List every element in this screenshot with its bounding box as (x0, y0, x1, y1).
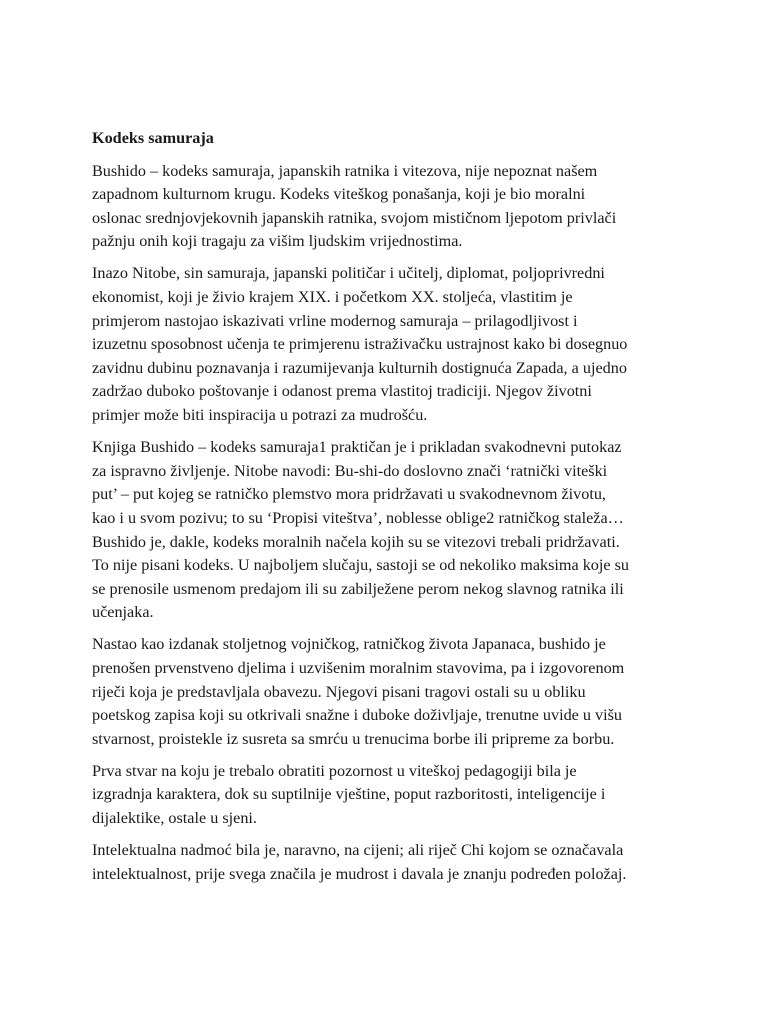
text-line: intelektualnost, prije svega značila je mudrost i davala je znanju podređen položaj. (92, 864, 627, 883)
text-line: ekonomist, koji je živio krajem XIX. i početkom XX. stoljeća, vlastitim je (92, 288, 573, 307)
text-line: se prenosile usmenom predajom ili su zabilježene perom nekog slavnog ratnika ili (92, 579, 624, 598)
text-line: zavidnu dubinu poznavanja i razumijevanja kulturnih dostignuća Zapada, a ujedno (92, 358, 627, 377)
text-line: oslonac srednjovjekovnih japanskih ratnika, svojom mističnom ljepotom privlači (92, 208, 617, 227)
text-line: kao i u svom pozivu; to su ‘Propisi viteštva’, noblesse oblige2 ratničkog staleža… (92, 508, 624, 527)
text-line: za ispravno življenje. Nitobe navodi: Bu-shi-do doslovno znači ‘ratnički viteški (92, 461, 608, 480)
text-line: zadržao duboko poštovanje i odanost prema vlastitoj tradiciji. Njegov životni (92, 382, 592, 401)
paragraph (92, 633, 704, 751)
text-line: pažnju onih koji tragaju za višim ljudskim vrijednostima. (92, 232, 463, 251)
text-line: Intelektualna nadmoć bila je, naravno, na cijeni; ali riječ Chi kojom se označavala (92, 841, 624, 860)
text-line: učenjaka. (92, 603, 154, 622)
paragraph (92, 262, 704, 427)
text-line: To nije pisani kodeks. U najboljem slučaju, sastoji se od nekoliko maksima koje su (92, 556, 630, 575)
document-body (92, 160, 704, 887)
text-line: zapadnom kulturnom krugu. Kodeks viteškog ponašanja, koji je bio moralni (92, 185, 586, 204)
text-line: Knjiga Bushido – kodeks samuraja1 praktičan je i prikladan svakodnevni putokaz (92, 438, 622, 457)
text-line: Prva stvar na koju je trebalo obratiti pozornost u viteškoj pedagogiji bila je (92, 761, 577, 780)
text-line: riječi koja je predstavljala obavezu. Njegovi pisani tragovi ostali su u obliku (92, 682, 586, 701)
text-line: put’ – put kojeg se ratničko plemstvo mora pridržavati u svakodnevnom životu, (92, 485, 606, 504)
paragraph (92, 760, 704, 831)
text-line: izgradnja karaktera, dok su suptilnije vještine, poput razboritosti, inteligencije i (92, 785, 606, 804)
text-line: prenošen prvenstveno djelima i uzvišenim moralnim stavovima, pa i izgovorenom (92, 658, 625, 677)
text-line: izuzetnu sposobnost učenja te primjerenu istraživačku ustrajnost kako bi dosegnuo (92, 335, 628, 354)
paragraph (92, 160, 704, 254)
text-line: poetskog zapisa koji su otkrivali snažne i duboke doživljaje, trenutne uvide u višu (92, 706, 623, 725)
paragraph (92, 839, 704, 886)
text-line: Nastao kao izdanak stoljetnog vojničkog, ratničkog života Japanaca, bushido je (92, 635, 606, 654)
text-line: primjerom nastojao iskazivati vrline modernog samuraja – prilagodljivost i (92, 311, 578, 330)
text-line: Bushido – kodeks samuraja, japanskih ratnika i vitezova, nije nepoznat našem (92, 161, 598, 180)
document-page (92, 127, 704, 895)
document-title: Kodeks samuraja (92, 129, 214, 147)
paragraph (92, 436, 704, 625)
text-line: Inazo Nitobe, sin samuraja, japanski političar i učitelj, diplomat, poljoprivredni (92, 264, 605, 283)
text-line: dijalektike, ostale u sjeni. (92, 809, 257, 828)
text-line: stvarnost, proistekle iz susreta sa smrću u trenucima borbe ili pripreme za borbu. (92, 729, 615, 748)
text-line: Bushido je, dakle, kodeks moralnih načela kojih su se vitezovi trebali pridržavati. (92, 532, 620, 551)
text-line: primjer može biti inspiracija u potrazi za mudrošću. (92, 406, 428, 425)
